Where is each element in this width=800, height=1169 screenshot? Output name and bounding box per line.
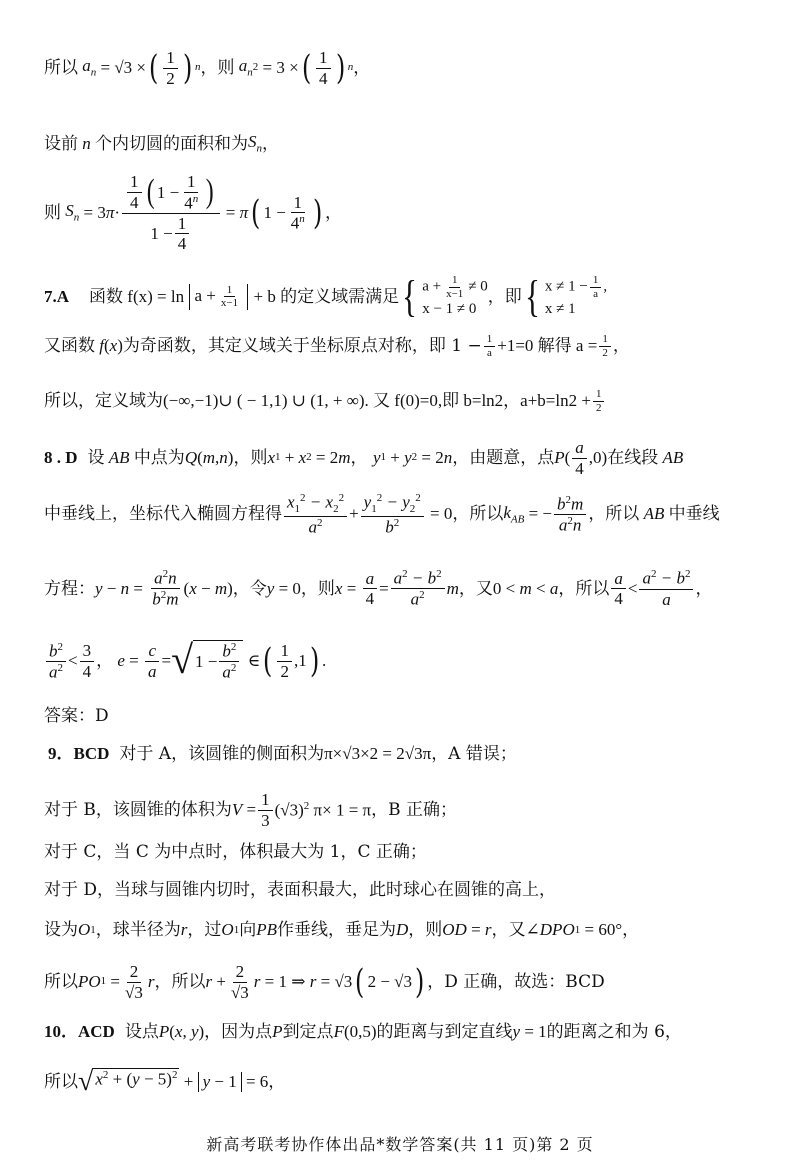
q8-line-3: 方程： y − n = $\frac{a^2n}{b^2m}$ ( x − m ) ，令 y = 0 ，则 x = $\frac{a}{4}$ = $\frac{a^2 - b^2}{a^2}$ m ，又 0 < m < a ，所以 $\frac{a}{4}$ < $\frac{a^2 - b^2}{a}$ ，: [44, 568, 713, 609]
q10-label: 10．ACD: [44, 1022, 115, 1041]
line-an-formula: 所以 $a_n$ = √3 × ( $\frac{1}{2}$ ) n ，则 $a_n$ 2 = 3 × ( $\frac{1}{4}$ ) n ，: [44, 48, 371, 89]
q7-line-1: 7.A 函数 f(x) = ln a + $\frac{1}{x-1}$ + b 的定义域需满足 { a + $\frac{1}{x-1}$ ≠ 0 x − 1 ≠ 0 ，即 { x ≠ 1 − $\frac{1}{a}$ , x ≠ 1: [44, 271, 608, 321]
q9-line-6: 所以 PO 1 = $\frac{2}{√3}$ r ，所以 r + $\frac{2}{√3}$ r = 1 ⇒ r = √3 ( 2 − √3 ) ，D 正确，故选：BCD: [44, 962, 605, 1003]
q8-line-1: 8 . D 设 AB 中点为 Q ( m , n ) ，则 x 1 + x 2 = 2 m ， y 1 + y 2 = 2 n ，由题意，点 P ( $\frac{a}{4}$ ,0) 在线段 AB: [44, 438, 684, 478]
q9-label: 9．BCD: [48, 744, 110, 763]
q8-label: 8 . D: [44, 447, 78, 467]
q7-line-3: 所以，定义域为(−∞,−1)∪ ( − 1,1) ∪ (1, + ∞). 又 f(0)=0,即 b=ln2，a+b=ln2 + $\frac{1}{2}$: [44, 388, 770, 414]
q9-line-5: 设为 O 1 ，球半径为 r ，过 O 1 向 PB 作垂线，垂足为 D ，则 OD = r ，又 ∠ DPO 1 = 60° ，: [44, 920, 640, 940]
q8-line-2: 中垂线上，坐标代入椭圆方程得 $\frac{x_1^2 - x_2^2}{a^2}$ + $\frac{y_1^2 - y_2^2}{b^2}$ = 0 ，所以 $k_{AB}$ = − $\frac{b^2m}{a^2n}$ ，所以 AB 中垂线: [44, 492, 720, 537]
q10-line-2: 所以 √ $x^2 + (y - 5)^2$ + y − 1 = 6 ，: [44, 1066, 286, 1097]
q7-label: 7.A: [44, 286, 70, 306]
q9-line-4: 对于 D，当球与圆锥内切时，表面积最大，此时球心在圆锥的高上，: [44, 880, 557, 900]
line-sn-formula: 则 $S_n$ = 3 π · $\frac{1}{4}$ ( 1 − $\frac{1}{4^n}$ ) 1 − $\frac{1}{4}$ = π ( 1 − $\frac{1}{4^n}$ ) ，: [44, 172, 343, 254]
line-sn-definition: 设前 n 个内切圆的面积和为 $S_n$ ，: [44, 132, 279, 155]
q8-line-4: $\frac{b^2}{a^2}$ < $\frac{3}{4}$ ， e = $\frac{c}{a}$ = √ 1 − $\frac{b^2}{a^2}$ ∈ ( $\frac{1}{2}$ ,1 ) .: [44, 640, 770, 682]
q9-line-2: 对于 B，该圆锥的体积为 V = $\frac{1}{3}$ $(√3)^2$ π× 1 = π ，B 正确；: [44, 790, 458, 830]
q9-line-1: 9．BCD 对于 A，该圆锥的侧面积为 π×√3×2 = 2√3π ，A 错误；: [48, 744, 517, 764]
page-footer: 新高考联考协作体出品*数学答案(共 11 页)第 2 页: [206, 1135, 594, 1154]
q7-line-2: 又函数 f ( x ) 为奇函数，其定义域关于坐标原点对称，即 1 − $\frac{1}{a}$ +1=0 解得 a = $\frac{1}{2}$ ，: [44, 333, 630, 359]
q10-line-1: 10．ACD 设点 P ( x , y ) ，因为点 P 到定点 F (0,5) 的距离与到定直线 y = 1 的距离之和为 6，: [44, 1022, 682, 1042]
q8-answer: 答案：D: [44, 706, 109, 726]
q9-line-3: 对于 C，当 C 为中点时，体积最大为 1，C 正确；: [44, 842, 427, 862]
